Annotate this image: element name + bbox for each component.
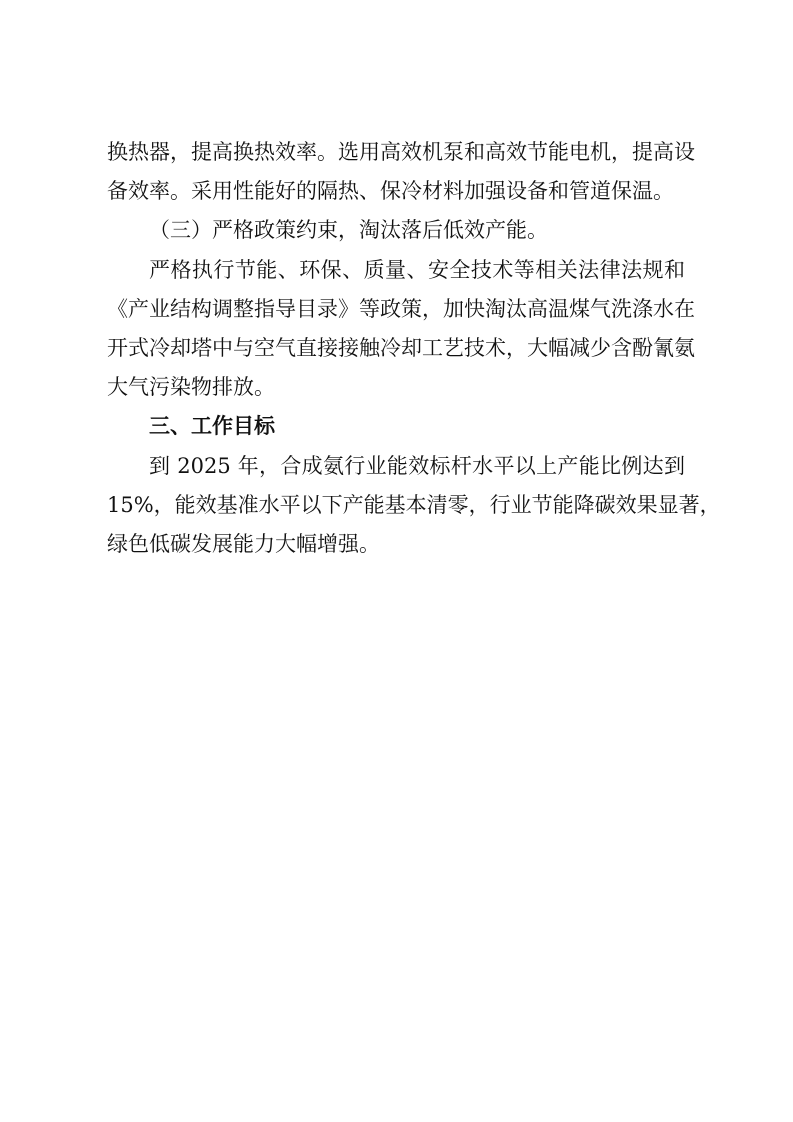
paragraph-line: 到 2025 年，合成氨行业能效标杆水平以上产能比例达到 [149,454,685,478]
paragraph-line: 备效率。采用性能好的隔热、保冷材料加强设备和管道保温。 [107,179,674,203]
paragraph-line: 开式冷却塔中与空气直接接触冷却工艺技术，大幅减少含酚氰氨 [107,336,695,360]
paragraph-line: 15%，能效基准水平以下产能基本清零，行业节能降碳效果显著， [107,493,721,517]
paragraph-line: 《产业结构调整指导目录》等政策，加快淘汰高温煤气洗涤水在 [107,297,695,321]
section-heading: 三、工作目标 [149,414,275,438]
paragraph-line: 绿色低碳发展能力大幅增强。 [107,532,380,556]
paragraph-line: 大气污染物排放。 [107,375,275,399]
paragraph-line: 严格执行节能、环保、质量、安全技术等相关法律法规和 [149,258,685,282]
subsection-heading: （三）严格政策约束，淘汰落后低效产能。 [149,218,548,242]
paragraph-line: 换热器，提高换热效率。选用高效机泵和高效节能电机，提高设 [107,140,695,164]
